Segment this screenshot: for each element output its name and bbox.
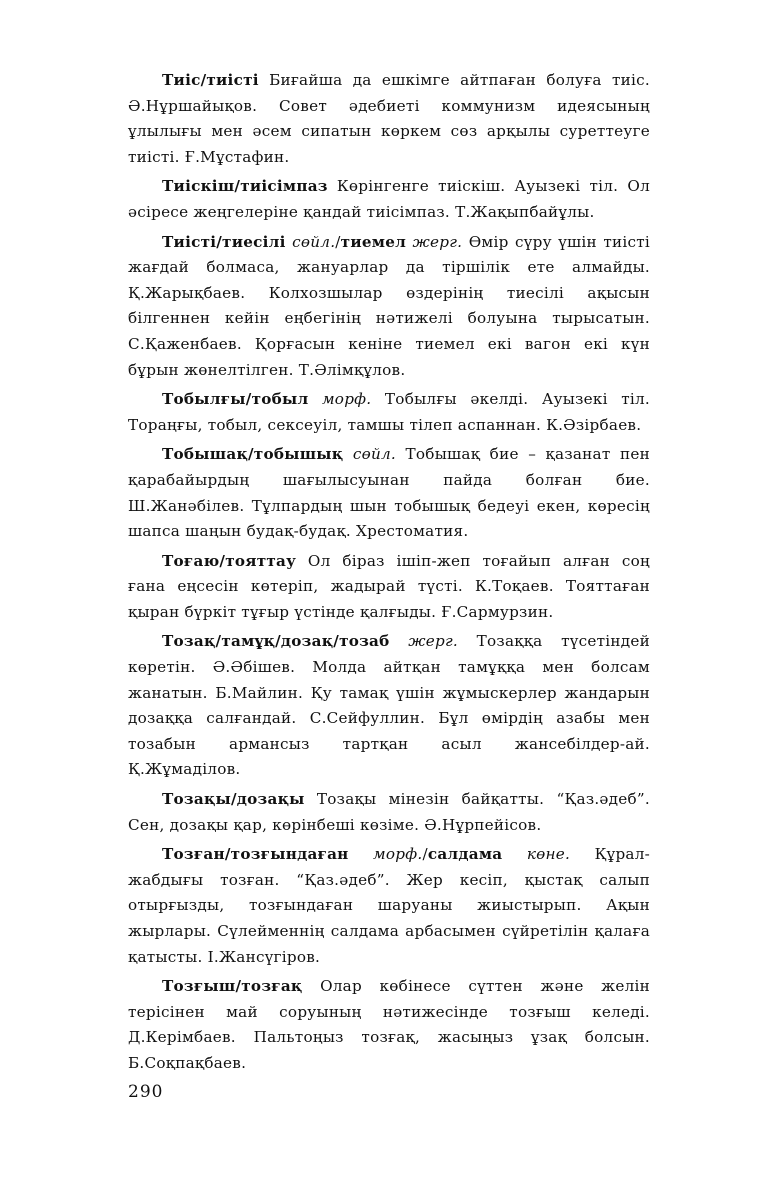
entry-text: / bbox=[422, 845, 428, 864]
headword: Тозақ/тамұқ/дозақ/тозаб bbox=[162, 632, 390, 651]
dictionary-entry bbox=[128, 174, 650, 225]
entry-text: / bbox=[335, 232, 341, 251]
page-number: 290 bbox=[128, 1082, 164, 1102]
entry-text: Өмір сүру үшін тиісті жағдай болмаса, жануарлар да тіршілік ете алмайды. Қ.Жарықбаев. Колхозшылар өздерінің тиесілі ақысын білгеннен кейін еңбегінің нәтижелі болуына тырысатын. С.Қаженбаев. Қорғасын кеніне тиемел екі вагон екі күн бұрын жөнелтілген. Т.Әлімқұлов. bbox=[128, 232, 650, 379]
headword: Тозақы/дозақы bbox=[162, 790, 305, 809]
headword: Тобышақ/тобышық bbox=[162, 445, 344, 464]
dictionary-page bbox=[128, 68, 650, 1081]
dictionary-entry bbox=[128, 230, 650, 384]
entry-text: Тозаққа түсетіндей көретін. Ә.Әбішев. Молда айтқан тамұққа мен болсам жанатын. Б.Майлин. Қу тамақ үшін жұмыскерлер жандарын дозаққа салғандай. С.Сейфуллин. Бұл өмірдің азабы мен тозабын армансыз тартқан асыл жансебілдер-ай. Қ.Жұмаділов. bbox=[128, 632, 650, 779]
usage-label: морф. bbox=[348, 845, 423, 864]
entry-text: Көрінгенге тиіскіш. Ауызекі тіл. Ол әсіресе жеңгелеріне қандай тиісімпаз. Т.Жақыпбайұлы. bbox=[128, 177, 650, 221]
entry-text: Тобышақ бие – қазанат пен қарабайырдың шағылысуынан пайда болған бие. Ш.Жанәбілев. Тұлпардың шын тобышық бедеуі екен, көресің шапса шаңын будақ-будақ. Хрестоматия. bbox=[128, 445, 650, 541]
headword: тиемел bbox=[340, 232, 407, 251]
entry-text: Тозақы мінезін байқатты. “Қаз.әдеб”. Сен, дозақы қар, көрінбеші көзіме. Ә.Нұрпейісов. bbox=[128, 790, 650, 834]
headword: Тозған/тозғындаған bbox=[162, 845, 349, 864]
dictionary-entry bbox=[128, 629, 650, 783]
usage-label: көне. bbox=[502, 845, 571, 864]
dictionary-entry bbox=[128, 842, 650, 970]
entry-text: Биғайша да ешкімге айтпаған болуға тиіс. Ә.Нұршайықов. Совет әдебиеті коммунизм идеясының ұлылығы мен әсем сипатын көркем сөз арқылы суреттеуге тиісті. Ғ.Мұстафин. bbox=[128, 71, 650, 166]
entry-text: Олар көбінесе сүттен және желін терісінен май соруының нәтижесінде тозғыш келеді. Д.Керімбаев. Пальтоңыз тозғақ, жасыңыз ұзақ болсын. Б.Соқпақбаев. bbox=[128, 977, 650, 1072]
dictionary-entry bbox=[128, 787, 650, 838]
entry-text: Тобылғы әкелді. Ауызекі тіл. Тораңғы, тобыл, сексеуіл, тамшы тілеп аспаннан. К.Әзірбаев. bbox=[128, 390, 650, 434]
usage-label: жерг. bbox=[406, 232, 463, 251]
entry-text: Құрал-жабдығы тозған. “Қаз.әдеб”. Жер кесіп, қыстақ салып отырғызды, тозғындаған шаруаны жиыстырып. Ақын жырлары. Сүлейменнің салдама арбасымен сүйретілін қалаға қатысты. І.Жансүгіров. bbox=[128, 845, 650, 966]
headword: Тоғаю/тояттау bbox=[162, 551, 297, 570]
usage-label: морф. bbox=[308, 390, 372, 409]
dictionary-entry bbox=[128, 442, 650, 544]
headword: Тозғыш/тозғақ bbox=[162, 977, 303, 996]
headword: Тиіскіш/тиісімпаз bbox=[162, 177, 328, 196]
usage-label: сөйл. bbox=[285, 232, 336, 251]
dictionary-entry bbox=[128, 387, 650, 438]
headword: Тиіс/тиісті bbox=[162, 71, 259, 89]
usage-label: жерг. bbox=[389, 632, 458, 651]
dictionary-entry bbox=[128, 68, 650, 170]
dictionary-entry bbox=[128, 974, 650, 1076]
headword: Тобылғы/тобыл bbox=[162, 390, 309, 409]
dictionary-entry bbox=[128, 549, 650, 626]
headword: салдама bbox=[427, 845, 503, 864]
entry-text: Ол біраз ішіп-жеп тоғайып алған соң ғана еңсесін көтеріп, жадырай түсті. К.Тоқаев. Тояттаған қыран бүркіт тұғыр үстінде қалғыды. Ғ.Сармурзин. bbox=[128, 551, 650, 621]
usage-label: сөйл. bbox=[343, 445, 396, 464]
headword: Тиісті/тиесілі bbox=[162, 232, 286, 251]
